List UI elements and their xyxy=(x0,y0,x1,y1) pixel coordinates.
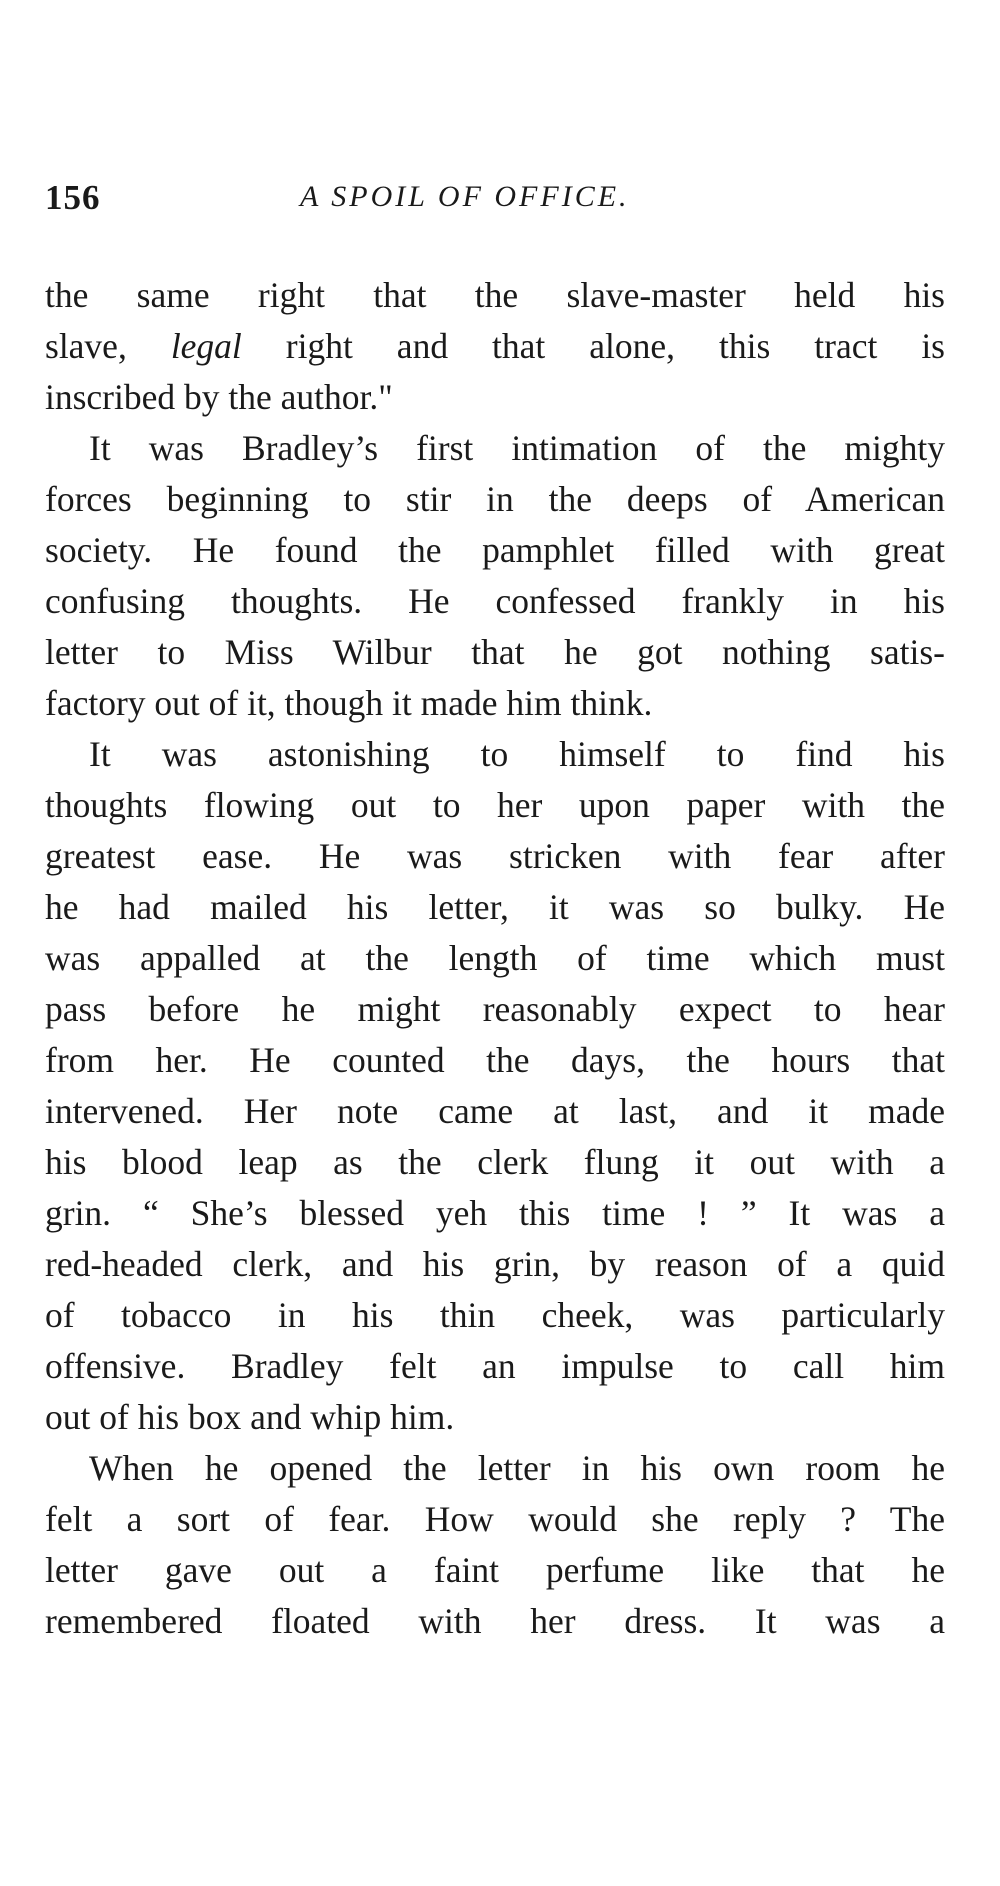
text-line: red-headed clerk, and his grin, by reason of a quid xyxy=(45,1244,945,1284)
text-line: out of his box and whip him. xyxy=(45,1397,455,1437)
text-line: factory out of it, though it made him think. xyxy=(45,683,653,723)
text-line: his blood leap as the clerk flung it out with a xyxy=(45,1142,945,1182)
text-line: of tobacco in his thin cheek, was particularly xyxy=(45,1295,945,1335)
text-line: the same right that the slave-master held his xyxy=(45,275,945,315)
text-line: remembered floated with her dress. It was a xyxy=(45,1601,945,1641)
text-line: greatest ease. He was stricken with fear after xyxy=(45,836,945,876)
running-head xyxy=(45,178,945,228)
text-line: felt a sort of fear. How would she reply ? The xyxy=(45,1499,945,1539)
paragraph xyxy=(45,423,945,729)
body-text xyxy=(45,270,945,1647)
text-line: thoughts flowing out to her upon paper with the xyxy=(45,785,945,825)
text-line: intervened. Her note came at last, and it made xyxy=(45,1091,945,1131)
text-line: It was Bradley’s first intimation of the mighty xyxy=(89,428,945,468)
text-line: grin. “ She’s blessed yeh this time ! ” It was a xyxy=(45,1193,945,1233)
paragraph xyxy=(45,270,945,423)
text-line: society. He found the pamphlet filled with great xyxy=(45,530,945,570)
text-line: letter to Miss Wilbur that he got nothing satis- xyxy=(45,632,945,672)
book-page xyxy=(45,0,945,1886)
running-title: A SPOIL OF OFFICE. xyxy=(300,180,630,213)
text-line xyxy=(45,321,945,372)
emphasized-word: legal xyxy=(170,326,242,366)
page-number: 156 xyxy=(45,178,101,217)
text-line: from her. He counted the days, the hours that xyxy=(45,1040,945,1080)
text-line: inscribed by the author." xyxy=(45,377,393,417)
text-line: was appalled at the length of time which must xyxy=(45,938,945,978)
text-line: forces beginning to stir in the deeps of American xyxy=(45,479,945,519)
text-line: It was astonishing to himself to find his xyxy=(89,734,945,774)
text-line: When he opened the letter in his own room he xyxy=(89,1448,945,1488)
text-line: he had mailed his letter, it was so bulky. He xyxy=(45,887,945,927)
text-line: offensive. Bradley felt an impulse to call him xyxy=(45,1346,945,1386)
text-line: confusing thoughts. He confessed frankly in his xyxy=(45,581,945,621)
text-segment: right and that alone, this tract is xyxy=(241,326,945,366)
paragraph xyxy=(45,729,945,1443)
text-segment: slave, xyxy=(45,326,171,366)
text-line: pass before he might reasonably expect to hear xyxy=(45,989,945,1029)
text-line: letter gave out a faint perfume like that he xyxy=(45,1550,945,1590)
paragraph xyxy=(45,1443,945,1647)
